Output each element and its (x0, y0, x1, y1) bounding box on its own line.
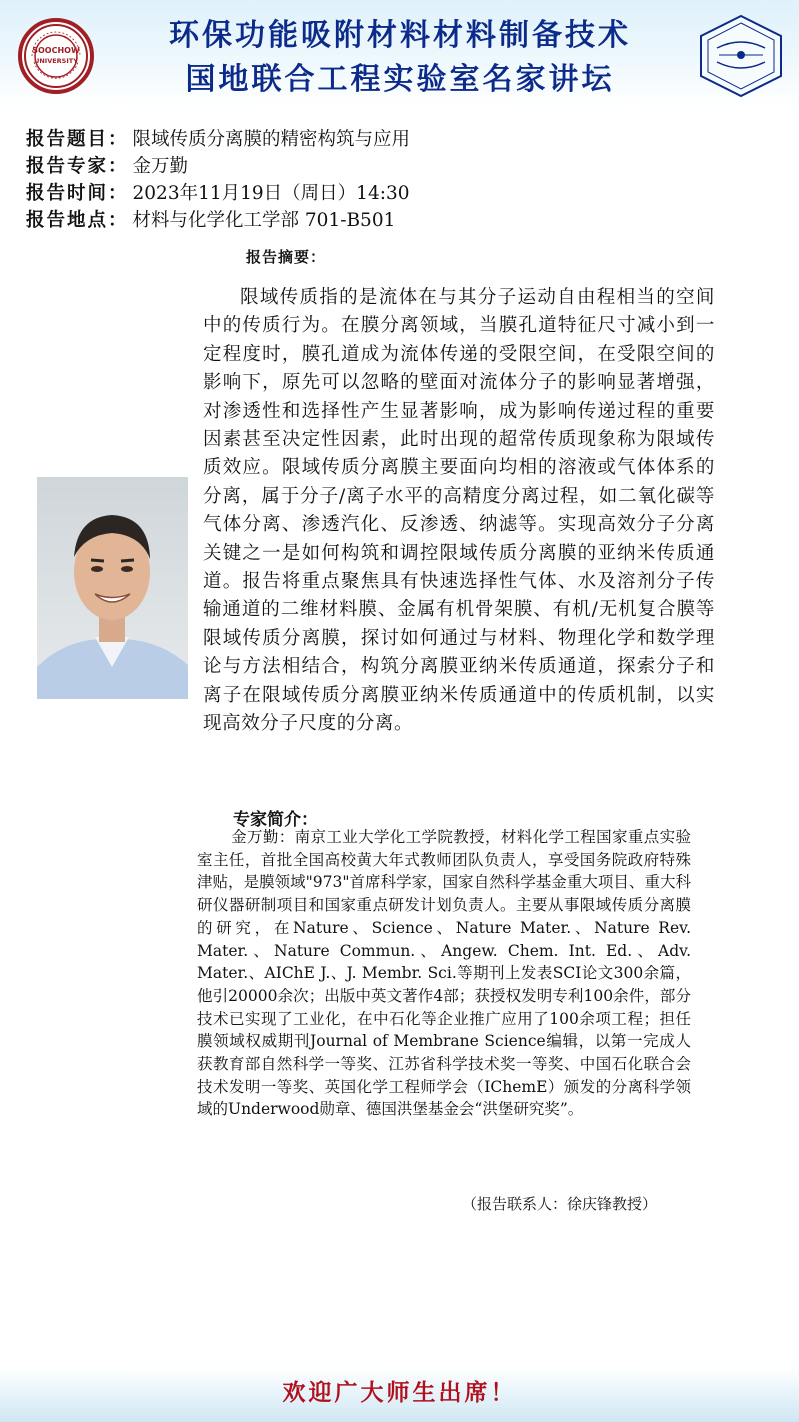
bio-text: 金万勤：南京工业大学化工学院教授，材料化学工程国家重点实验室主任，首批全国高校黄大年式教师团队负责人，享受国务院政府特殊津贴，是膜领域"973"首席科学家，国家自然科学基金重大项目、重大科研仪器研制项目和国家重点研发计划负责人。主要从事限域传质分离膜的研究，在Nature、Science、Nature Mater.、Nature Rev. Mater.、Nature Commun.、Angew. Chem. Int. Ed.、Adv. Mater.、AIChE J.、J. Membr. Sci.等期刊上发表SCI论文300余篇，他引20000余次；出版中英文著作4部；获授权发明专利100余件，部分技术已实现了工业化，在中石化等企业推广应用了100余项工程；担任膜领域权威期刊Journal of Membrane Science编辑，以第一完成人获教育部自然科学一等奖、江苏省科学技术奖一等奖、中国石化联合会技术发明一等奖、英国化学工程师学会（IChemE）颁发的分离科学领域的Underwood勋章、德国洪堡基金会“洪堡研究奖”。 (197, 828, 691, 1119)
info-speaker-row (26, 153, 766, 180)
title-line-2: 国地联合工程实验室名家讲坛 (185, 62, 615, 97)
info-title-row (26, 126, 766, 153)
talk-info (26, 126, 766, 234)
info-value: 材料与化学化工学部 701-B501 (132, 210, 396, 231)
bio-heading: 专家简介： (233, 810, 318, 830)
lab-logo (697, 14, 785, 98)
abstract-text: 限域传质指的是流体在与其分子运动自由程相当的空间中的传质行为。在膜分离领域，当膜孔道特征尺寸减小到一定程度时，膜孔道成为流体传递的受限空间，在受限空间的影响下，原先可以忽略的壁面对流体分子的影响显著增强，对渗透性和选择性产生显著影响，成为影响传递过程的重要因素甚至决定性因素，此时出现的超常传质现象称为限域传质效应。限域传质分离膜主要面向均相的溶液或气体体系的分离，属于分子/离子水平的高精度分离过程，如二氧化碳等气体分离、渗透汽化、反渗透、纳滤等。实现高效分子分离关键之一是如何构筑和调控限域传质分离膜的亚纳米传质通道。报告将重点聚焦具有快速选择性气体、水及溶剂分子传输通道的二维材料膜、金属有机骨架膜、有机/无机复合膜等限域传质分离膜，探讨如何通过与材料、物理化学和数学理论与方法相结合，构筑分离膜亚纳米传质通道，探索分子和离子在限域传质分离膜亚纳米传质通道中的传质机制，以实现高效分子尺度的分离。 (203, 287, 715, 735)
title-line-1: 环保功能吸附材料材料制备技术 (169, 18, 631, 53)
info-label: 报告时间： (26, 183, 129, 204)
info-value: 金万勤 (132, 156, 189, 177)
speaker-photo (37, 477, 188, 699)
welcome-message: 欢迎广大师生出席！ (282, 1379, 517, 1406)
abstract-heading: 报告摘要： (246, 248, 327, 266)
contact-note: （报告联系人：徐庆锋教授） (462, 1195, 658, 1213)
info-label: 报告地点： (26, 210, 129, 231)
info-label: 报告专家： (26, 156, 129, 177)
info-location-row (26, 207, 766, 234)
info-value: 2023年11月19日（周日）14:30 (132, 183, 410, 204)
info-value: 限域传质分离膜的精密构筑与应用 (132, 129, 411, 150)
info-time-row (26, 180, 766, 207)
svg-text:SOOCHOW: SOOCHOW (32, 46, 80, 55)
svg-text:UNIVERSITY: UNIVERSITY (34, 57, 78, 65)
info-label: 报告题目： (26, 129, 129, 150)
header-banner (0, 0, 799, 108)
university-logo (18, 18, 94, 94)
